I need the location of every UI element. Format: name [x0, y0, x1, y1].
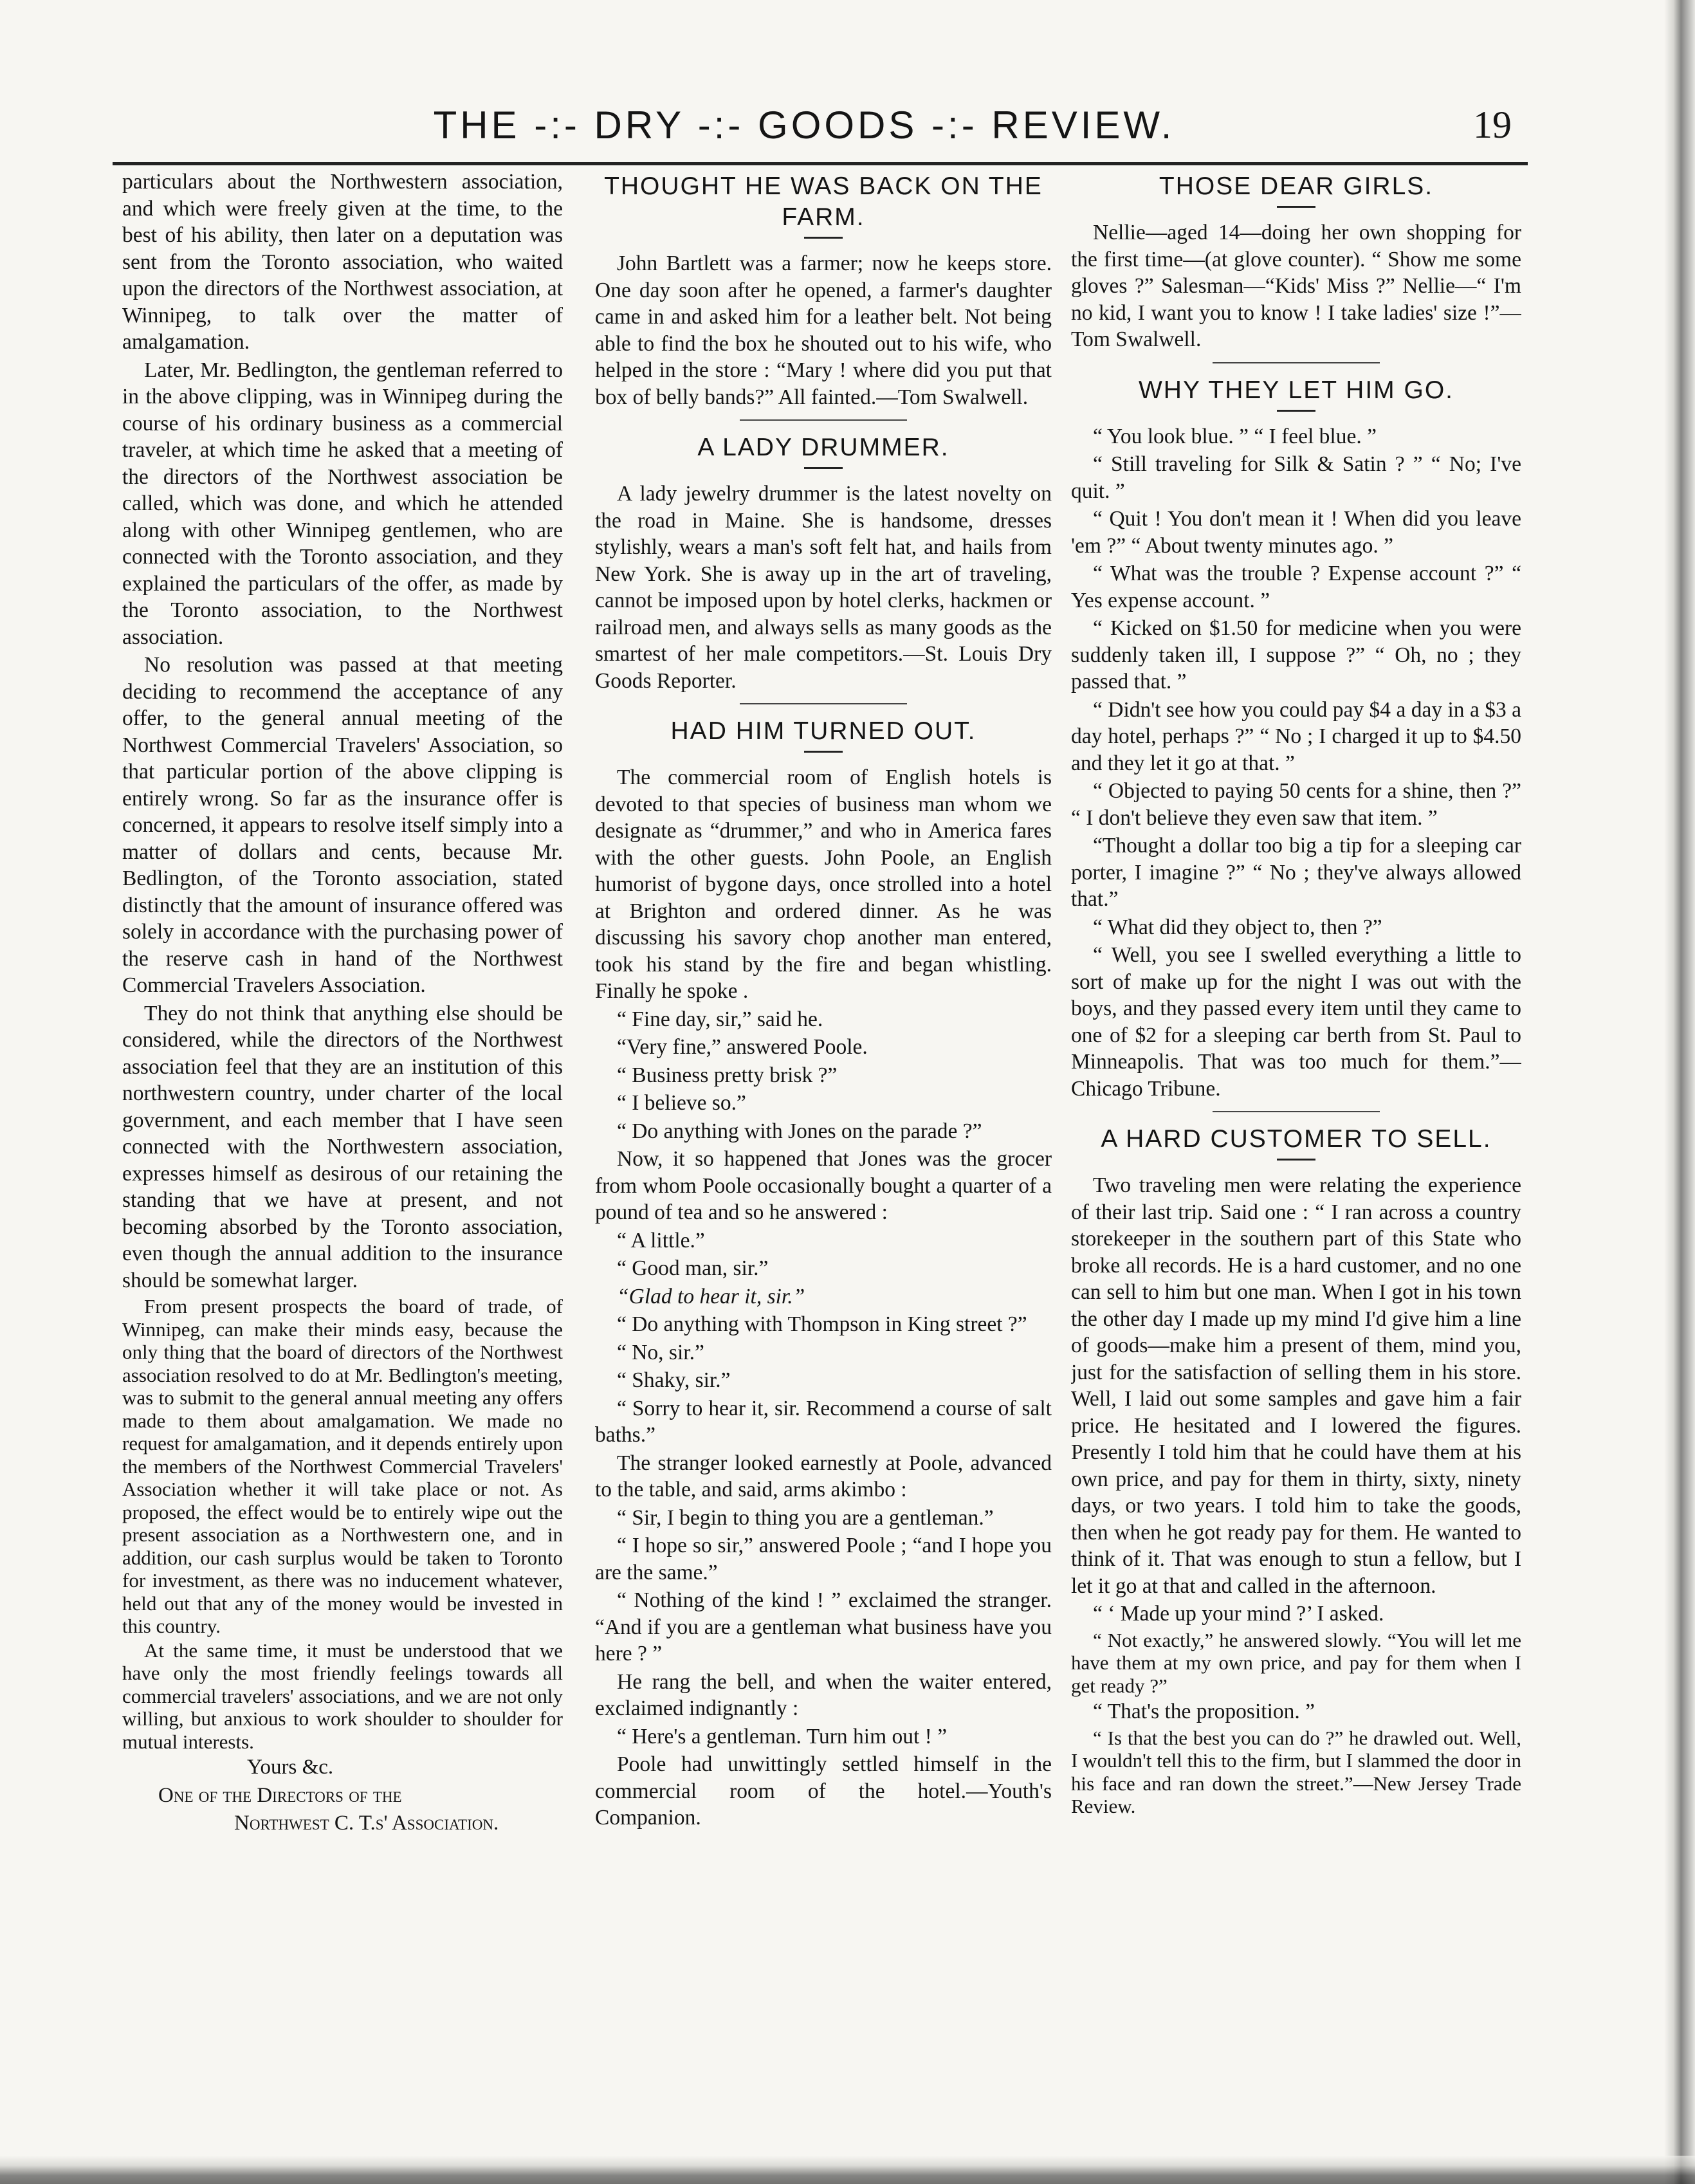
dialogue-line: “ Do anything with Jones on the parade ?”	[617, 1119, 982, 1143]
dialogue-line: “ ‘ Made up your mind ?’ I asked.	[1093, 1602, 1384, 1626]
article-paragraph: A lady jewelry drummer is the latest novelty on the road in Maine. She is handsome, dresses stylishly, wears a man's soft felt hat, and hails from New York. She is away up in the art of traveling, cannot be imposed upon by hotel clerks, hackmen or railroad men, and always sells as many goods as the smartest of her male competitors.—St. Louis Dry Goods Reporter.	[595, 482, 1052, 693]
page-number: 19	[1473, 104, 1512, 146]
article-paragraph: particulars about the Northwestern association, and which were freely given at the time, to the best of his ability, then later on a deputation was sent from the Toronto association, who waited upon the directors of the Northwest association, at Winnipeg, to talk over the matter of amalgamation.	[122, 170, 563, 354]
letter-signature-line-1: One of the Directors of the	[158, 1783, 402, 1807]
dialogue-line: “ Sorry to hear it, sir. Recommend a course of salt baths.”	[595, 1396, 1052, 1447]
dialogue-line: “ You look blue. ” “ I feel blue. ”	[1093, 424, 1377, 448]
dialogue-line: “ Still traveling for Silk & Satin ? ” “ No; I've quit. ”	[1071, 452, 1521, 503]
dialogue-line: “ Quit ! You don't mean it ! When did you leave 'em ?” “ About twenty minutes ago. ”	[1071, 507, 1521, 558]
article-paragraph: From present prospects the board of trade, of Winnipeg, can make their minds easy, because the only thing that the board of directors of the Northwest association resolved to do at Mr. Bedlington's meeting, was to submit to the general annual meeting any offers made to them about amalgamation. We made no request for amalgamation, and it depends entirely upon the members of the Northwest Commercial Travelers' Association whether it will take place or not. As proposed, the effect would be to entirely wipe out the present association as a Northwestern one, and in addition, our cash surplus would be taken to Toronto for investment, as there was no inducement whatever, held out that any of the money would be invested in this country.	[122, 1295, 563, 1637]
article-heading: A HARD CUSTOMER TO SELL.	[1101, 1125, 1492, 1153]
dialogue-line: “ What did they object to, then ?”	[1093, 915, 1382, 939]
article-paragraph: He rang the bell, and when the waiter entered, exclaimed indignantly :	[595, 1669, 1052, 1720]
letter-signature-line-2: Northwest C. T.s' Association.	[234, 1812, 499, 1835]
article-paragraph: They do not think that anything else should be considered, while the directors of the Northwest association feel that they are an institution of this northwestern country, under charter of the local government, and each member that I have seen connected with the Northwestern association, expresses himself as desirous of our retaining the standing that we have at present, and not becoming absorbed by the Toronto association, even though the annual addition to the insurance should be somewhat larger.	[122, 1001, 563, 1292]
letter-closing: Yours &c.	[247, 1756, 334, 1779]
article-heading: THOUGHT HE WAS BACK ON THE FARM.	[604, 172, 1043, 231]
dialogue-line: “ Sir, I begin to thing you are a gentleman.”	[617, 1505, 994, 1530]
dialogue-line: “ Nothing of the kind ! ” exclaimed the stranger. “And if you are a gentleman what business have you here ? ”	[595, 1588, 1052, 1666]
dialogue-line: “ Good man, sir.”	[617, 1256, 769, 1280]
dialogue-line: “ Kicked on $1.50 for medicine when you were suddenly taken ill, I suppose ?” “ Oh, no ; they passed that. ”	[1071, 616, 1521, 693]
article-paragraph: Poole had unwittingly settled himself in the commercial room of the hotel.—Youth's Companion.	[595, 1752, 1052, 1830]
article-paragraph: Now, it so happened that Jones was the grocer from whom Poole occasionally bought a quarter of a pound of tea and so he answered :	[595, 1147, 1052, 1224]
dialogue-line: “ That's the proposition. ”	[1093, 1700, 1315, 1723]
heading-dash	[1277, 206, 1315, 208]
article-separator	[1213, 1111, 1380, 1112]
dialogue-line: “ Well, you see I swelled everything a little to sort of make up for the night I was out with the boys, and they passed every item until they came to one of $2 for a sleeping car berth from St. Paul to Minneapolis. That was too much for them.”—Chicago Tribune.	[1071, 943, 1521, 1101]
dialogue-line: “ I believe so.”	[617, 1091, 746, 1115]
article-separator	[740, 703, 907, 704]
article-heading: THOSE DEAR GIRLS.	[1159, 172, 1434, 200]
article-paragraph: The commercial room of English hotels is devoted to that species of business man whom we designate as “drummer,” and who in America fares with the other guests. John Poole, an English humorist of bygone days, once strolled into a hotel at Brighton and ordered dinner. As he was discussing his savory chop another man entered, took his stand by the fire and began whistling. Finally he spoke .	[595, 766, 1052, 1003]
dialogue-line: “Glad to hear it, sir.”	[617, 1284, 805, 1308]
article-paragraph: No resolution was passed at that meeting deciding to recommend the acceptance of any offer, to the general annual meeting of the Northwest Commercial Travelers' Association, so that particular portion of the above clipping is entirely wrong. So far as the insurance offer is concerned, it appears to resolve itself simply into a matter of dollars and cents, because Mr. Bedlington, of the Toronto association, stated distinctly that the amount of insurance offered was solely in accordance with the purchasing power of the reserve cash in hand of the Northwest Commercial Travelers Association.	[122, 653, 563, 997]
article-paragraph: Two traveling men were relating the experience of their last trip. Said one : “ I ran across a country storekeeper in the southern part of this State who broke all records. He is a hard customer, and no one can sell to him but one man. When I got in his town the other day I made up my mind I'd give him a line of goods—make him a present of them, mind you, just for the satisfaction of selling them in his store. Well, I laid out some samples and gave him a fair price. He hesitated and I lowered the figures. Presently I told him that he could have them at his own price, and pay for them in thirty, sixty, ninety days, or two years. I told him to take the goods, then when he got ready pay for them. He wanted to think of it. That was enough to stun a fellow, but I let it go at that and called in the afternoon.	[1071, 1173, 1521, 1598]
article-heading: A LADY DRUMMER.	[697, 434, 949, 461]
dialogue-line: “ Shaky, sir.”	[617, 1368, 731, 1392]
header-rule	[113, 162, 1528, 165]
article-heading: WHY THEY LET HIM GO.	[1138, 376, 1454, 404]
heading-dash	[804, 467, 843, 469]
dialogue-line: “ What was the trouble ? Expense account ?” “ Yes expense account. ”	[1071, 562, 1521, 612]
article-paragraph: John Bartlett was a farmer; now he keeps store. One day soon after he opened, a farmer's daughter came in and asked him for a leather belt. Not being able to find the box he shouted out to his wife, who helped in the store : “Mary ! where did you put that box of belly bands?” All fainted.—Tom Swalwell.	[595, 252, 1052, 409]
dialogue-line: “Very fine,” answered Poole.	[617, 1035, 868, 1059]
running-title: THE -:- DRY -:- GOODS -:- REVIEW.	[433, 104, 1175, 147]
article-separator	[740, 419, 907, 421]
dialogue-line: “ Not exactly,” he answered slowly. “You will let me have them at my own price, and pay for them when I get ready ?”	[1071, 1628, 1521, 1697]
dialogue-line: “ Objected to paying 50 cents for a shine, then ?” “ I don't believe they even saw that item. ”	[1071, 779, 1521, 830]
heading-dash	[804, 751, 843, 753]
dialogue-line: “ Here's a gentleman. Turn him out ! ”	[617, 1724, 948, 1748]
article-paragraph: At the same time, it must be understood that we have only the most friendly feelings towards all commercial travelers' associations, and we are not only willing, but anxious to work shoulder to shoulder for mutual interests.	[122, 1638, 563, 1753]
article-paragraph: Nellie—aged 14—doing her own shopping for the first time—(at glove counter). “ Show me some gloves ?” Salesman—“Kids' Miss ?” Nellie—“ I'm no kid, I want you to know ! I take ladies' size !”—Tom Swalwell.	[1071, 221, 1521, 351]
article-paragraph: Later, Mr. Bedlington, the gentleman referred to in the above clipping, was in Winnipeg during the course of his ordinary business as a commercial traveler, at which time he asked that a meeting of the directors of the Northwest association be called, which was done, and which he attended along with other Winnipeg gentlemen, who are connected with the Toronto association, and they explained the particulars of the offer, as made by the Toronto association, to the Northwest association.	[122, 358, 563, 649]
page-header	[96, 103, 1512, 154]
dialogue-line: “Thought a dollar too big a tip for a sleeping car porter, I imagine ?” “ No ; they've always allowed that.”	[1071, 834, 1521, 911]
dialogue-line: “ I hope so sir,” answered Poole ; “and I hope you are the same.”	[595, 1534, 1052, 1584]
heading-dash	[1277, 410, 1315, 412]
dialogue-line: “ Didn't see how you could pay $4 a day in a $3 a day hotel, perhaps ?” “ No ; I charged it up to $4.50 and they let it go at that. ”	[1071, 697, 1521, 775]
article-heading: HAD HIM TURNED OUT.	[670, 717, 976, 745]
article-separator	[1213, 362, 1380, 363]
column-3	[1071, 169, 1521, 2126]
page-edge-shadow-right	[1664, 0, 1695, 2184]
column-1	[122, 169, 563, 2126]
column-2	[595, 169, 1052, 2126]
dialogue-line: “ No, sir.”	[617, 1340, 704, 1364]
heading-dash	[1277, 1159, 1315, 1161]
heading-dash	[804, 237, 843, 239]
page-edge-shadow-bottom	[0, 2156, 1695, 2184]
article-paragraph: The stranger looked earnestly at Poole, advanced to the table, and said, arms akimbo :	[595, 1451, 1052, 1501]
dialogue-line: “ Business pretty brisk ?”	[617, 1063, 838, 1087]
dialogue-line: “ Do anything with Thompson in King street ?”	[617, 1312, 1027, 1336]
dialogue-line: “ A little.”	[617, 1228, 705, 1253]
dialogue-line: “ Is that the best you can do ?” he drawled out. Well, I wouldn't tell this to the firm, but I slammed the door in his face and ran down the street.”—New Jersey Trade Review.	[1071, 1726, 1521, 1817]
dialogue-line: “ Fine day, sir,” said he.	[617, 1007, 823, 1031]
